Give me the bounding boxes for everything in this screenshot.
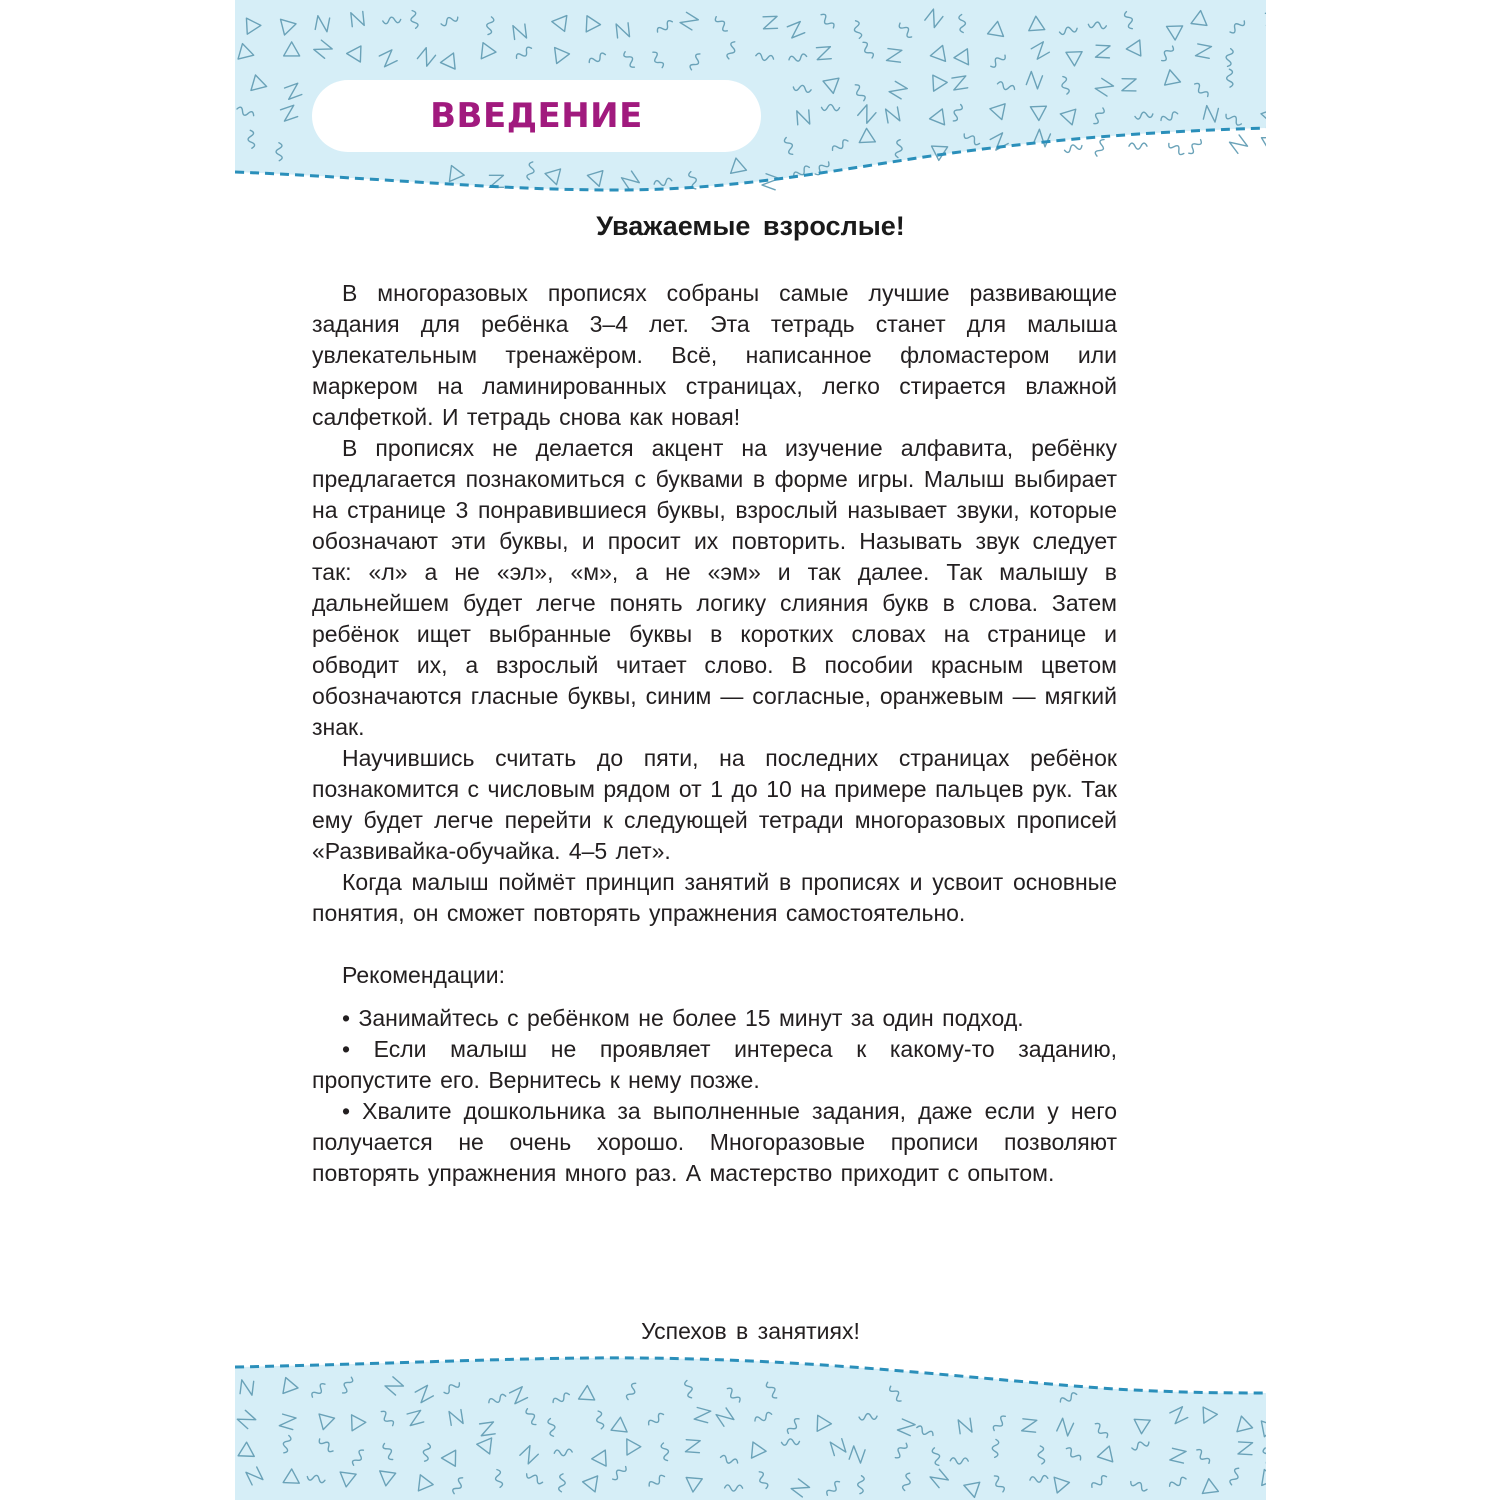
recommendation-item: • Занимайтесь с ребёнком не более 15 минут за один подход. [342, 1005, 1024, 1031]
doodle-mark [1129, 143, 1147, 149]
paragraph: Научившись считать до пяти, на последних страницах ребёнок познакомится с числовым рядом от 1 до 10 на примере пальцев рук. Так ему будет легче перейти к следующей тетради многоразовых прописей «Развивайка-обучайка. 4–5 лет». [312, 745, 1117, 864]
doodle-mark [1230, 135, 1248, 153]
top-decorative-band [235, 0, 1266, 200]
recommendation-item: • Хвалите дошкольника за выполненные задания, даже если у него получается не очень хорошо. Многоразовые прописи позволяют повторять упражнения много раз. А мастерство приходит с опытом. [312, 1098, 1117, 1186]
doodle-mark [1262, 131, 1266, 152]
doodle-mark [1167, 141, 1185, 156]
greeting-heading: Уважаемые взрослые! [596, 211, 905, 241]
closing-line: Успехов в занятиях! [641, 1318, 860, 1344]
recommendations-title: Рекомендации: [342, 962, 506, 988]
doodle-mark [1064, 143, 1083, 153]
bottom-decorative-band [235, 1355, 1266, 1500]
book-page [235, 0, 1266, 1500]
doodle-mark [1187, 138, 1203, 156]
paragraph: Когда малыш поймёт принцип занятий в прописях и усвоит основные понятия, он сможет повторять упражнения самостоятельно. [312, 869, 1117, 926]
body-text [312, 278, 1117, 1189]
section-title-pill [312, 80, 761, 152]
doodle-mark [1094, 138, 1107, 157]
bottom-band-graphic [235, 1355, 1266, 1500]
paragraph: В многоразовых прописях собраны самые лучшие развивающие задания для ребёнка 3–4 лет. Эта тетрадь станет для малыша увлекательным тренажёром. Всё, написанное фломастером или маркером на ламинированных страницах, легко стирается влажной салфеткой. И тетрадь снова как новая! [312, 280, 1117, 430]
section-title: ВВЕДЕНИЕ [430, 96, 643, 136]
recommendation-item: • Если малыш не проявляет интереса к какому-то заданию, пропустите его. Вернитесь к нему позже. [312, 1036, 1117, 1093]
paragraph: В прописях не делается акцент на изучение алфавита, ребёнку предлагается познакомиться с буквами в форме игры. Малыш выбирает на странице 3 понравившиеся буквы, взрослый называет звуки, которые обозначают эти буквы, и просит их повторить. Называть звук следует так: «л» а не «эл», «м», а не «эм» и так далее. Так малышу в дальнейшем будет легче понять логику слияния букв в слова. Затем ребёнок ищет выбранные буквы в коротких словах на странице и обводит их, а взрослый читает слово. В пособии красным цветом обозначаются гласные буквы, синим — согласные, оранжевым — мягкий знак. [312, 435, 1117, 740]
